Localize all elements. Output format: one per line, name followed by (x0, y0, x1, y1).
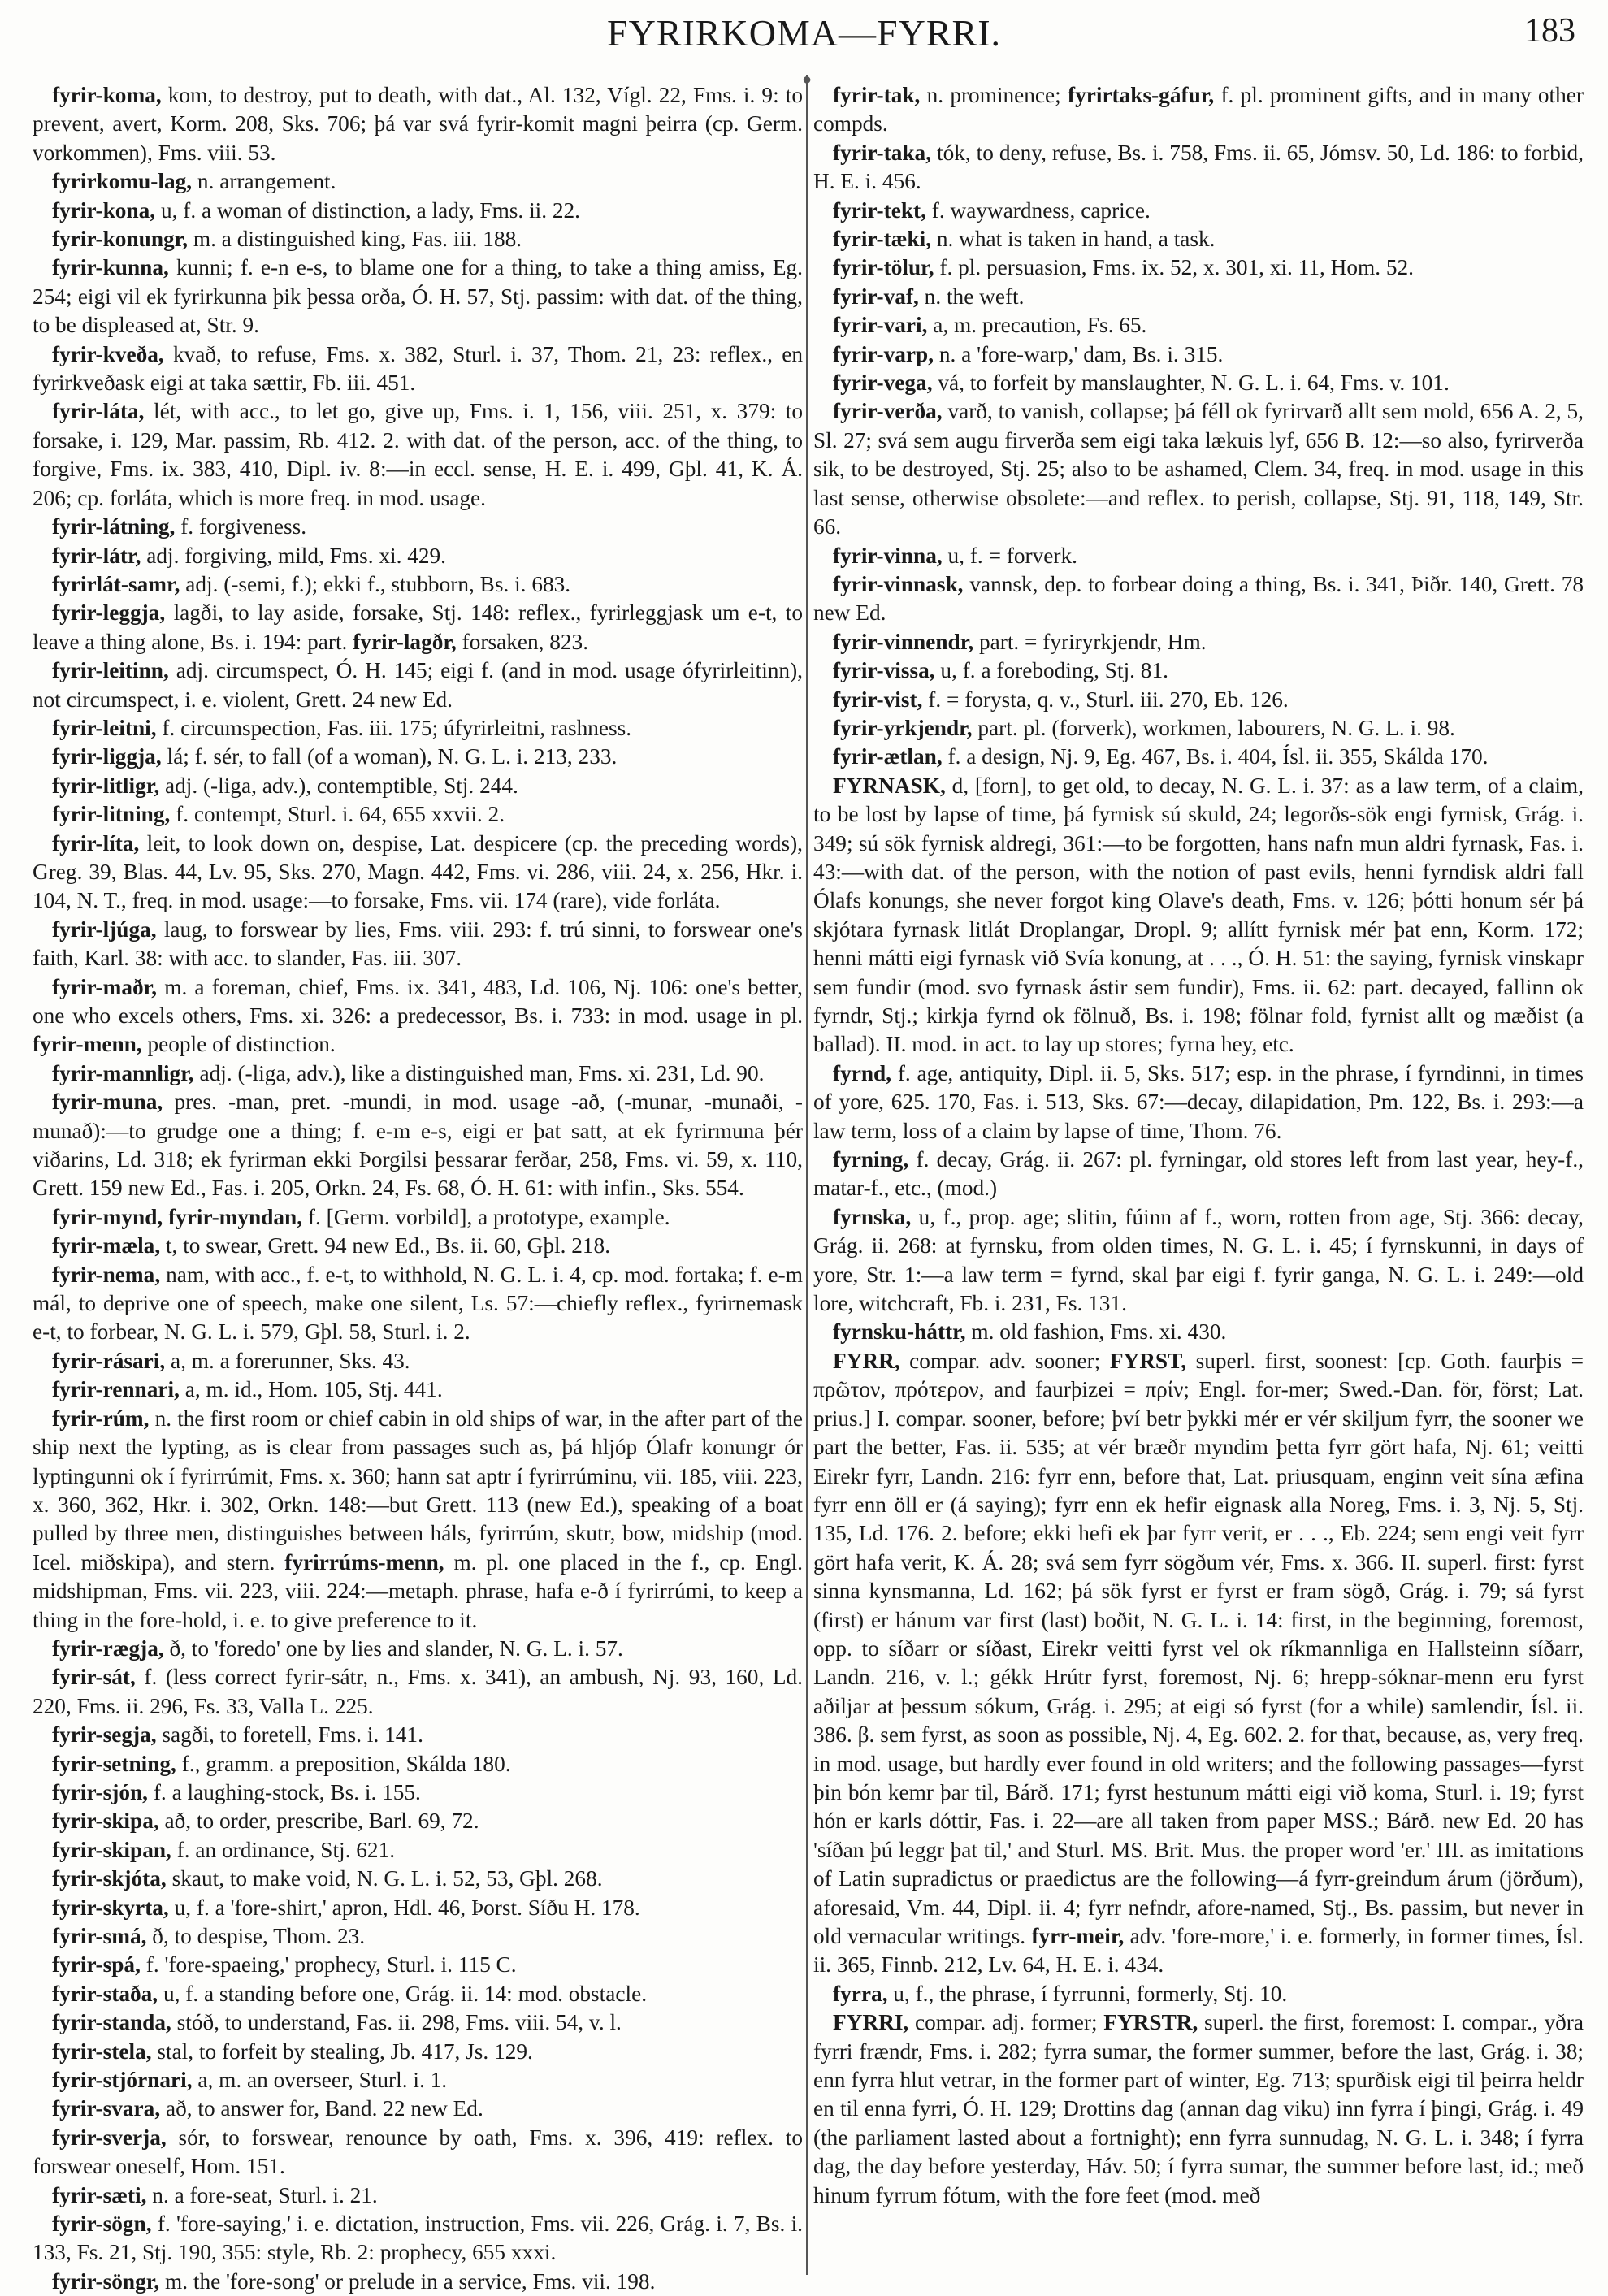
entry-text: f. a laughing-stock, Bs. i. 155. (148, 1779, 421, 1804)
entry-headword: fyrir-látning, (52, 514, 176, 539)
dictionary-entry (33, 1203, 803, 1232)
dictionary-entry (33, 1836, 803, 1865)
entry-text: adj. circumspect, Ó. H. 145; eigi f. (and in mod. usage ófyrirleitinn), not circumspect, i. e. violent, Grett. 24 new Ed. (33, 658, 803, 712)
dictionary-entry (33, 1261, 803, 1347)
entry-text: lagði, to lay aside, forsake, Stj. 148: reflex., fyrirleggjask um e-t, to leave a thing alone, Bs. i. 194: part. (33, 600, 803, 654)
entry-headword: fyrir-vaf, (833, 284, 919, 309)
entry-text: f. a design, Nj. 9, Eg. 467, Bs. i. 404, Ísl. ii. 355, Skálda 170. (942, 744, 1489, 769)
entry-text: að, to order, prescribe, Barl. 69, 72. (158, 1809, 479, 1834)
divider-ornament: ● (801, 71, 813, 89)
entry-headword: fyrir-svara, (52, 2096, 161, 2121)
dictionary-entry (33, 656, 803, 714)
entry-text: n. arrangement. (192, 169, 336, 194)
entry-text: adj. forgiving, mild, Fms. xi. 429. (141, 543, 446, 568)
entry-headword: fyrir-spá, (52, 1952, 141, 1978)
entry-text: compar. adj. former; (908, 2010, 1104, 2035)
dictionary-entry (813, 1318, 1584, 1346)
entry-headword: fyrir-litligr, (52, 773, 160, 798)
entry-text: a, m. an overseer, Sturl. i. 1. (192, 2068, 448, 2093)
entry-headword: FYRNASK, (833, 773, 946, 798)
entry-headword: fyrirkomu-lag, (52, 169, 193, 194)
entry-text: m. a distinguished king, Fas. iii. 188. (188, 227, 522, 252)
entry-headword: fyrir-nema, (52, 1262, 161, 1287)
dictionary-entry (33, 1347, 803, 1375)
entry-text: f., gramm. a preposition, Skálda 180. (176, 1751, 511, 1776)
entry-headword: fyrir-rennari, (52, 1377, 180, 1402)
dictionary-entry (813, 570, 1584, 628)
dictionary-entry (33, 2008, 803, 2037)
entry-text: u, f. a foreboding, Stj. 81. (934, 658, 1168, 683)
dictionary-entry (813, 225, 1584, 253)
entry-headword: fyrir-setning, (52, 1751, 176, 1776)
entry-headword: FYRSTR, (1103, 2010, 1198, 2035)
entry-text: skaut, to make void, N. G. L. i. 52, 53, Gþl. 268. (166, 1866, 603, 1891)
entry-headword: fyrir-láta, (52, 399, 145, 424)
dictionary-entry (813, 1980, 1584, 2008)
entry-headword: fyrir-vega, (833, 370, 933, 396)
entry-headword: fyrir-yrkjendr, (833, 715, 973, 740)
dictionary-entry (813, 283, 1584, 311)
entry-text: u, f. a 'fore-shirt,' apron, Hdl. 46, Þorst. Síðu H. 178. (168, 1895, 640, 1920)
entry-text: f. an ordinance, Stj. 621. (171, 1837, 396, 1862)
entry-text: leit, to look down on, despise, Lat. despicere (cp. the preceding words), Greg. 39, Blas. 44, Lv. 95, Sks. 270, Magn. 442, Fms. vi. 286, viii. 24, x. 256, Hkr. i. 104, N. T., freq. in mod. usage:—to forsake, Fms. vii. 174 (rare), vide forláta. (33, 830, 803, 913)
entry-text: a, m. id., Hom. 105, Stj. 441. (179, 1377, 443, 1402)
entry-headword: fyrir-rúm, (52, 1406, 150, 1431)
column-divider (806, 75, 808, 2275)
dictionary-entry (33, 253, 803, 340)
entry-text: f. = forysta, q. v., Sturl. iii. 270, Eb. 126. (922, 687, 1289, 712)
entry-text: m. the 'fore-song' or prelude in a service, Fms. vii. 198. (159, 2268, 656, 2294)
entry-headword: fyrnsku-háttr, (833, 1319, 966, 1345)
dictionary-entry (33, 1922, 803, 1951)
dictionary-entry (813, 311, 1584, 340)
dictionary-entry (813, 253, 1584, 282)
entry-text: people of distinction. (141, 1032, 336, 1057)
entry-headword: fyrir-staða, (52, 1981, 158, 2006)
entry-headword: fyrir-kveða, (52, 341, 164, 366)
dictionary-entry (33, 1088, 803, 1203)
entry-headword: fyrirrúms-menn, (284, 1549, 444, 1575)
entry-text: a, m. precaution, Fs. 65. (927, 313, 1147, 338)
entry-text: part. pl. (forverk), workmen, labourers, N. G. L. i. 98. (972, 715, 1455, 740)
entry-headword: fyrir-rægja, (52, 1635, 164, 1661)
entry-headword: fyrning, (833, 1147, 909, 1172)
entry-text: u, f. a woman of distinction, a lady, Fms. ii. 22. (155, 197, 581, 223)
dictionary-entry (33, 1980, 803, 2008)
dictionary-entry (33, 1750, 803, 1778)
entry-headword: fyrir-varp, (833, 341, 934, 366)
entry-headword: fyrir-vari, (833, 313, 928, 338)
entry-text: ð, to despise, Thom. 23. (146, 1924, 366, 1948)
dictionary-entry (33, 1951, 803, 1979)
entry-headword: fyrnd, (833, 1060, 892, 1085)
entry-headword: fyrir-tæki, (833, 227, 932, 252)
dictionary-entry (33, 2181, 803, 2210)
entry-headword: fyrir-standa, (52, 2010, 171, 2035)
dictionary-entry (813, 772, 1584, 1059)
entry-text: lét, with acc., to let go, give up, Fms. i. 1, 156, viii. 251, x. 379: to forsake, i. 129, Mar. passim, Rb. 412. 2. with dat. of the person, acc. of the thing, to forgive, Fms. ix. 383, 410, Dipl. iv. 8:—in eccl. sense, H. E. i. 499, Gþl. 41, K. Á. 206; cp. forláta, which is more freq. in mod. usage. (33, 399, 803, 510)
entry-text: f. forgiveness. (175, 514, 307, 539)
entry-text: u, f. a standing before one, Grág. ii. 14: mod. obstacle. (158, 1981, 648, 2006)
dictionary-entry (33, 1807, 803, 1835)
entry-headword: fyrir-mannligr, (52, 1060, 194, 1085)
entry-text: m. pl. one placed in the f., cp. Engl. midshipman, Fms. vii. 223, viii. 224:—metaph. phrase, hafa e-ð í fyrirrúmi, to keep a thing in the fore-hold, i. e. to give preference to it. (33, 1549, 803, 1632)
entry-text: nam, with acc., f. e-t, to withhold, N. G. L. i. 4, cp. mod. fortaka; f. e-m mál, to deprive one of speech, make one silent, Ls. 57:—chiefly reflex., fyrirnemask e-t, to forbear, N. G. L. i. 579, Gþl. 58, Sturl. i. 2. (33, 1262, 803, 1345)
entry-text: lá; f. sér, to fall (of a woman), N. G. L. i. 213, 233. (161, 744, 618, 769)
dictionary-entry (33, 81, 803, 167)
entry-headword: fyrnska, (833, 1204, 912, 1229)
dictionary-entry (33, 570, 803, 599)
entry-text: f. circumspection, Fas. iii. 175; úfyrirleitni, rashness. (156, 715, 632, 740)
entry-headword: fyrir-leggja, (52, 600, 166, 626)
dictionary-entry (33, 714, 803, 743)
entry-text: kvað, to refuse, Fms. x. 382, Sturl. i. 37, Thom. 21, 23: reflex., en fyrirkveðask eigi at taka sættir, Fb. iii. 451. (33, 341, 803, 396)
entry-text: að, to answer for, Band. 22 new Ed. (160, 2096, 483, 2121)
entry-text: d, [forn], to get old, to decay, N. G. L. i. 37: as a law term, of a claim, to be lost by lapse of time, þá fyrnisk sú skuld, 24; legorðs-sök engi fyrnisk, Grág. i. 349; sú sök fyrnisk aldregi, 361:—to be forgotten, hans nafn mun aldri fyrnask, Fas. i. 43:—with dat. of the person, with the notion of past evils, henni fyrndisk aldri fall Ólafs konungs, she never forgot king Olave's death, Fms. v. 126; þótti honum sér þá skjótara fyrnask litlát Droplangar, Dropl. 9; allítt fyrnisk mér þat enn, Korm. 172; henni mátti eigi fyrnask við Svía konung, at . . ., Ó. H. 51: the saying, fyrnisk vinskapr sem fundir (mod. svo fyrnask ástir sem fundir), Fms. ii. 62: part. decayed, fallinn ok fyrndr, Stj.; kirkja fyrnd ok fölnuð, Bs. i. 198; fölnar fold, fyrnist allt og mæðist (a ballad). II. mod. in act. to lay up stores; fyrna hey, etc. (813, 773, 1584, 1057)
dictionary-entry (33, 1059, 803, 1088)
dictionary-entry (33, 1894, 803, 1922)
entry-text: f. [Germ. vorbild], a prototype, example. (302, 1204, 670, 1229)
page-title: FYRIRKOMA—FYRRI. (606, 12, 1002, 54)
entry-text: laug, to forswear by lies, Fms. viii. 293: f. trú sinni, to forswear one's faith, Karl. 38: with acc. to slander, Fas. iii. 307. (33, 916, 803, 971)
entry-headword: fyrir-sæti, (52, 2182, 147, 2207)
dictionary-entry (33, 167, 803, 196)
entry-headword: fyrir-stela, (52, 2038, 152, 2064)
entry-text: f. age, antiquity, Dipl. ii. 5, Sks. 517; esp. in the phrase, í fyrndinni, in times of yore, 625. 170, Fas. i. 513, Sks. 67:—decay, dilapidation, Pm. 122, Bs. i. 293:—a law term, loss of a claim by lapse of time, Thom. 76. (813, 1060, 1584, 1143)
entry-headword: fyrir-kunna, (52, 255, 169, 280)
entry-text: n. a 'fore-warp,' dam, Bs. i. 315. (934, 341, 1224, 366)
dictionary-entry (33, 916, 803, 973)
dictionary-entry (33, 973, 803, 1059)
entry-headword: fyrir-sögn, (52, 2212, 152, 2237)
entry-headword: fyrir-ljúga, (52, 916, 157, 942)
dictionary-entry (33, 225, 803, 253)
entry-headword: fyrir-sát, (52, 1665, 136, 1690)
entry-text: adj. (-liga, adv.), contemptible, Stj. 244. (159, 773, 518, 798)
entry-text: f. 'fore-saying,' i. e. dictation, instruction, Fms. vii. 226, Grág. i. 7, Bs. i. 133, Fs. 21, Stj. 190, 355: style, Rb. 2: prophecy, 655 xxxi. (33, 2212, 803, 2265)
entry-headword: fyrir-lagðr, (353, 629, 457, 654)
entry-headword: fyrir-verða, (833, 399, 943, 424)
entry-text: adj. (-liga, adv.), like a distinguished man, Fms. xi. 231, Ld. 90. (193, 1060, 765, 1085)
entry-text: adv. 'fore-more,' i. e. formerly, in former times, Ísl. ii. 365, Finnb. 212, Lv. 64, H. E. i. 434. (813, 1924, 1584, 1978)
dictionary-entry (813, 686, 1584, 714)
entry-headword: fyrir-litning, (52, 802, 171, 827)
entry-headword: fyrir-skjóta, (52, 1866, 167, 1891)
entry-headword: fyrir-mynd, fyrir-myndan, (52, 1204, 303, 1229)
entry-headword: fyrir-maðr, (52, 974, 158, 999)
entry-headword: fyrir-koma, (52, 83, 162, 107)
entry-headword: fyrr-meir, (1031, 1924, 1125, 1948)
entry-headword: fyrir-segja, (52, 1722, 157, 1748)
entry-text: sagði, to foretell, Fms. i. 141. (156, 1722, 423, 1748)
entry-text: f. contempt, Sturl. i. 64, 655 xxvii. 2. (170, 802, 505, 827)
dictionary-entry (33, 1663, 803, 1721)
entry-text: n. prominence; (920, 83, 1068, 107)
dictionary-entry (813, 542, 1584, 570)
entry-text: compar. adv. sooner; (899, 1348, 1110, 1373)
dictionary-entry (33, 1405, 803, 1635)
entry-text: ð, to 'foredo' one by lies and slander, N. G. L. i. 57. (163, 1635, 623, 1661)
entry-text: adj. (-semi, f.); ekki f., stubborn, Bs. i. 683. (180, 571, 571, 596)
entry-text: vá, to forfeit by manslaughter, N. G. L. i. 64, Fms. v. 101. (932, 370, 1450, 396)
dictionary-entry (33, 513, 803, 541)
dictionary-entry (33, 397, 803, 513)
dictionary-entry (33, 800, 803, 829)
dictionary-entry (33, 340, 803, 398)
entry-headword: fyrir-mæla, (52, 1233, 161, 1258)
entry-text: t, to swear, Grett. 94 new Ed., Bs. ii. 60, Gþl. 218. (160, 1233, 611, 1258)
dictionary-entry (33, 2095, 803, 2123)
entry-headword: fyrir-muna, (52, 1090, 163, 1115)
entry-headword: fyrir-vinnendr, (833, 629, 974, 654)
entry-headword: fyrir-stjórnari, (52, 2068, 193, 2093)
entry-text: kom, to destroy, put to death, with dat., Al. 132, Vígl. 22, Fms. i. 9: to prevent, avert, Korm. 208, Sks. 706; þá var svá fyrir-komit magni þeirra (cp. Germ. vorkommen), Fms. viii. 53. (33, 83, 803, 165)
entry-headword: fyrir-söngr, (52, 2268, 160, 2294)
entry-text: u, f., prop. age; slitin, fúinn af f., worn, rotten from age, Stj. 366: decay, Grág. ii. 268: at fyrnsku, from olden times, N. G. L. i. 45; í fyrnskunni, in days of yore, Str. 1:—a law term = fyrnd, skal þar eigi f. fyrir ganga, N. G. L. i. 249:—old lore, witchcraft, Fb. i. 231, Fs. 131. (813, 1204, 1584, 1316)
entry-headword: fyrra, (833, 1981, 888, 2006)
entry-text: kunni; f. e-n e-s, to blame one for a thing, to take a thing amiss, Eg. 254; eigi vil ek fyrirkunna þik þessa orða, Ó. H. 57, Stj. passim: with dat. of the thing, to be displeased at, Str. 9. (33, 255, 803, 338)
entry-text: part. = fyriryrkjendr, Hm. (973, 629, 1207, 654)
entry-headword: fyrir-skyrta, (52, 1895, 169, 1920)
dictionary-entry (813, 1347, 1584, 1980)
dictionary-entry (813, 81, 1584, 139)
entry-headword: fyrir-smá, (52, 1924, 147, 1948)
left-column (33, 81, 803, 2294)
dictionary-entry (813, 369, 1584, 397)
entry-headword: fyrir-ætlan, (833, 744, 943, 769)
page-number: 183 (1524, 12, 1575, 50)
dictionary-entry (33, 599, 803, 656)
dictionary-entry (813, 139, 1584, 197)
entry-headword: fyrir-sverja, (52, 2125, 167, 2150)
entry-text: f. decay, Grág. ii. 267: pl. fyrningar, old stores left from last year, hey-f., matar-f., etc., (mod.) (813, 1147, 1584, 1201)
entry-text: a, m. a forerunner, Sks. 43. (165, 1348, 410, 1373)
entry-headword: fyrir-leitinn, (52, 658, 169, 683)
entry-text: forsaken, 823. (456, 629, 589, 654)
entry-text: n. the weft. (918, 284, 1025, 309)
dictionary-entry (33, 1778, 803, 1807)
entry-headword: fyrir-tölur, (833, 255, 934, 280)
dictionary-entry (33, 2124, 803, 2181)
entry-text: f. pl. prominent gifts, and in many other compds. (813, 83, 1584, 136)
entry-headword: fyrirlát-samr, (52, 571, 180, 596)
dictionary-entry (33, 2038, 803, 2066)
entry-text: f. 'fore-spaeing,' prophecy, Sturl. i. 115 C. (140, 1952, 517, 1978)
entry-headword: FYRR, (833, 1348, 900, 1373)
entry-text: pres. -man, pret. -mundi, in mod. usage -að, (-munar, -munaði, -munað):—to grudge one a thing; f. e-m e-s, eigi er þat satt, at ek fyrirmuna þér viðarins, Ld. 318; ek fyrirman ekki Þorgilsi þessarar ferðar, 258, Fms. vi. 59, x. 110, Grett. 159 new Ed., Fas. i. 205, Orkn. 24, Fs. 68, Ó. H. 61: with infin., Sks. 554. (33, 1090, 803, 1201)
entry-text: stóð, to understand, Fas. ii. 298, Fms. viii. 54, v. l. (171, 2010, 622, 2035)
dictionary-entry (33, 1635, 803, 1663)
dictionary-entry (813, 1146, 1584, 1203)
right-column (813, 81, 1584, 2275)
dictionary-entry (813, 743, 1584, 771)
dictionary-entry (33, 197, 803, 225)
entry-headword: fyrir-tekt, (833, 197, 926, 223)
entry-headword: fyrir-sjón, (52, 1779, 148, 1804)
entry-text: superl. the first, foremost: I. compar., yðra fyrri frændr, Fms. i. 282; fyrra sumar, the former summer, before the last, Grág. i. 38; enn fyrra hlut vetrar, in the former part of winter, Eg. 713; spurðisk eigi til þeirra heldr en til enna fyrri, Ó. H. 129; Drottins dag (annan dag viku) inn fyrra í þingi, Grág. i. 49 (the parliament lasted about a fortnight); enn fyrra sunnudag, N. G. L. i. 348; í fyrra dag, the day before yesterday, Háv. 50; í fyrra sumar, the summer before last, id.; með hinum fyrrum fótum, with the fore feet (mod. með (813, 2010, 1584, 2207)
entry-headword: FYRST, (1109, 1348, 1187, 1373)
entry-headword: fyrir-leitni, (52, 715, 157, 740)
entry-headword: fyrir-vissa, (833, 658, 935, 683)
dictionary-entry (33, 830, 803, 916)
entry-text: f. (less correct fyrir-sátr, n., Fms. x. 341), an ambush, Nj. 93, 160, Ld. 220, Fms. ii. 296, Fs. 33, Valla L. 225. (33, 1665, 803, 1718)
entry-headword: fyrir-vist, (833, 687, 923, 712)
entry-headword: fyrir-rásari, (52, 1348, 166, 1373)
dictionary-entry (33, 772, 803, 800)
entry-headword: fyrir-skipa, (52, 1809, 159, 1834)
entry-headword: fyrir-menn, (33, 1032, 142, 1057)
entry-headword: fyrir-kona, (52, 197, 156, 223)
entry-text: u, f. = forverk. (942, 543, 1077, 568)
entry-text: m. a foreman, chief, Fms. ix. 341, 483, Ld. 106, Nj. 106: one's better, one who excels others, Fms. xi. 326: a predecessor, Bs. i. 733: in mod. usage in pl. (33, 974, 803, 1028)
dictionary-entry (813, 1203, 1584, 1319)
entry-text: varð, to vanish, collapse; þá féll ok fyrirvarð allt sem mold, 656 A. 2, 5, Sl. 27; svá sem augu firverða sem eigi taka lækuis lyf, 656 B. 12:—so also, fyrirverða sik, to be destroyed, Stj. 25; also to be ashamed, Clem. 34, freq. in mod. usage in this last sense, otherwise obsolete:—and reflex. to perish, collapse, Stj. 91, 118, 149, Str. 66. (813, 399, 1584, 539)
entry-text: vannsk, dep. to forbear doing a thing, Bs. i. 341, Þiðr. 140, Grett. 78 new Ed. (813, 571, 1584, 626)
entry-text: sór, to forswear, renounce by oath, Fms. x. 396, 419: reflex. to forswear oneself, Hom. 151. (33, 2125, 803, 2179)
entry-headword: fyrir-taka, (833, 140, 932, 165)
dictionary-entry (33, 743, 803, 771)
entry-headword: FYRRI, (833, 2010, 909, 2035)
dictionary-entry (813, 628, 1584, 656)
entry-text: f. waywardness, caprice. (925, 197, 1151, 223)
dictionary-entry (33, 2066, 803, 2095)
dictionary-entry (33, 1865, 803, 1893)
entry-headword: fyrirtaks-gáfur, (1068, 83, 1215, 107)
dictionary-entry (813, 2008, 1584, 2210)
entry-text: n. the first room or chief cabin in old ships of war, in the after part of the ship next the lypting, as is clear from passages such as, þá hljóp Ólafr konungr ór lyptingunni ok í fyrirrúmit, Fms. x. 360; hann sat aptr í fyrirrúminu, vii. 185, viii. 223, x. 360, 362, Hkr. i. 302, Orkn. 148:—but Grett. 113 (new Ed.), speaking of a boat pulled by three men, distinguishes between háls, fyrirrúm, skutr, bow, midship (mod. Icel. miðskipa), and stern. (33, 1406, 803, 1575)
dictionary-entry (33, 2268, 803, 2296)
entry-text: tók, to deny, refuse, Bs. i. 758, Fms. ii. 65, Jómsv. 50, Ld. 186: to forbid, H. E. i. 456. (813, 140, 1584, 194)
entry-text: superl. first, soonest: [cp. Goth. faurþis = πρῶτον, πρότερον, and faurþizei = πρίν; Engl. for-mer; Swed.-Dan. för, först; Lat. prius.] I. compar. sooner, before; því betr þykki mér er vér skiljum fyrr, the sooner we part the better, Fas. ii. 535; at vér bræðr myndim þetta fyrr gört hafa, Nj. 61; veitti Eirekr fyrr, Landn. 216: fyrr enn, before that, Lat. priusquam, enginn veit sína æfina fyrr enn öll er (á saying); fyrr enn ek hefir eignask alla Noreg, Fms. i. 3, Nj. 5, Stj. 135, Ld. 176. 2. before; ekki hefi ek þar fyrr verit, er . . ., Eb. 224; sem engi veit fyrr gört hafa verit, K. Á. 28; svá sem fyrr sögðum vér, Fms. x. 366. II. superl. first: fyrst sinna kynsmanna, Ld. 162; þá sök fyrst er fyrst er fram sögð, Grág. i. 79; sá fyrst (first) er hánum var first (last) boðit, N. G. L. i. 14: first, in the beginning, foremost, opp. to síðarr or síðast, Eirekr veitti fyrst vel ok ríkmannliga en Hallsteinn síðarr, Landn. 216, v. l.; gékk Hrútr fyrst, foremost, Nj. 6; hrepp-sóknar-menn eru fyrst aðiljar at þessum sókum, Grág. i. 295; at eigi só fyrst (for a while) samlendir, Ísl. ii. 386. β. sem fyrst, as soon as possible, Nj. 4, Eg. 602. 2. for that, because, as, very freq. in mod. usage, but hardly ever found in old writers; and the following passages—fyrst þin bón kemr þar til, Bárð. 171; fyrst hestunum mátti eigi við koma, Sturl. i. 19; fyrst hón er karls dóttir, Fas. i. 22—are all taken from paper MSS.; Bárð. new Ed. 20 has 'síðan þú leggr þat til,' and Sturl. MS. Brit. Mus. the proper word 'er.' III. as imitations of Latin supradictus or praedictus are the following—á fyrr-greindum árum (jörðum), aforesaid, Vm. 44, Dipl. ii. 4; fyrr nefndr, afore-named, Stj., Bs. passim, but never in old vernacular writings. (813, 1348, 1584, 1948)
entry-headword: fyrir-skipan, (52, 1837, 171, 1862)
entry-headword: fyrir-líta, (52, 830, 140, 856)
dictionary-entry (813, 1059, 1584, 1146)
entry-text: stal, to forfeit by stealing, Jb. 417, Js. 129. (151, 2038, 533, 2064)
entry-text: m. old fashion, Fms. xi. 430. (965, 1319, 1227, 1345)
entry-headword: fyrir-tak, (833, 83, 921, 107)
dictionary-entry (813, 397, 1584, 541)
dictionary-entry (33, 1375, 803, 1404)
dictionary-entry (33, 1232, 803, 1260)
dictionary-entry (813, 197, 1584, 225)
dictionary-entry (813, 656, 1584, 685)
dictionary-entry (813, 714, 1584, 743)
entry-headword: fyrir-liggja, (52, 744, 162, 769)
entry-headword: fyrir-vinnask, (833, 571, 964, 596)
entry-text: n. what is taken in hand, a task. (931, 227, 1216, 252)
dictionary-entry (33, 1721, 803, 1749)
dictionary-entry (813, 340, 1584, 369)
entry-headword: fyrir-látr, (52, 543, 141, 568)
entry-headword: fyrir-konungr, (52, 227, 189, 252)
entry-text: f. pl. persuasion, Fms. ix. 52, x. 301, xi. 11, Hom. 52. (934, 255, 1414, 280)
dictionary-entry (33, 2210, 803, 2268)
entry-text: u, f., the phrase, í fyrrunni, formerly, Stj. 10. (887, 1981, 1288, 2006)
running-header (33, 11, 1575, 68)
entry-text: n. a fore-seat, Sturl. i. 21. (146, 2182, 378, 2207)
dictionary-entry (33, 542, 803, 570)
entry-headword: fyrir-vinna, (833, 543, 943, 568)
